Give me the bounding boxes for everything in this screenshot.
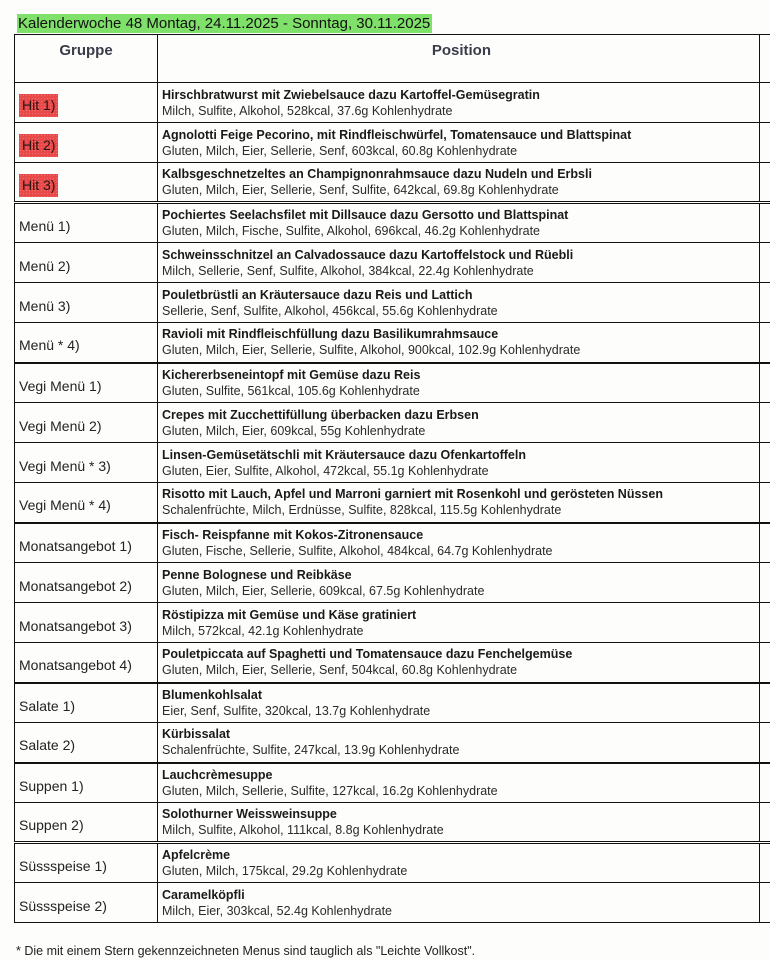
extra-cell [760,683,770,723]
position-cell [158,323,760,363]
table-row [15,443,770,483]
position-cell [158,163,760,203]
group-cell: Menü 1) [15,203,158,243]
extra-cell [760,123,770,163]
extra-cell [760,723,770,763]
extra-cell [760,523,770,563]
position-cell [158,883,760,923]
dish-info: Milch, Eier, 303kcal, 52.4g Kohlenhydrate [162,903,392,918]
group-cell: Menü * 4) [15,323,158,363]
group-cell: Monatsangebot 1) [15,523,158,563]
extra-cell [760,483,770,523]
extra-cell [760,243,770,283]
extra-cell [760,283,770,323]
extra-cell [760,163,770,203]
table-row [15,203,770,243]
group-cell: Monatsangebot 2) [15,563,158,603]
dish-info: Milch, Sellerie, Senf, Sulfite, Alkohol, 384kcal, 22.4g Kohlenhydrate [162,263,534,278]
dish-name: Solothurner Weissweinsuppe [162,807,337,821]
table-row [15,123,770,163]
dish-name: Penne Bolognese und Reibkäse [162,567,352,582]
header-extra [760,35,770,83]
position-cell [158,723,760,763]
dish-info: Eier, Senf, Sulfite, 320kcal, 13.7g Kohlenhydrate [162,703,431,718]
group-cell: Monatsangebot 3) [15,603,158,643]
dish-info: Gluten, Milch, Eier, Sellerie, Sulfite, Alkohol, 900kcal, 102.9g Kohlenhydrate [162,343,581,358]
dish-name: Röstipizza mit Gemüse und Käse gratiniert [162,607,417,622]
extra-cell [760,643,770,683]
extra-cell [760,443,770,483]
position-cell [158,523,760,563]
extra-cell [760,883,770,923]
table-header-row [15,35,770,83]
footnote: * Die mit einem Stern gekennzeichneten Menus sind tauglich als "Leichte Vollkost". [16,944,476,958]
dish-name: Apfelcrème [162,848,231,862]
table-row [15,763,770,803]
table-row [15,723,770,763]
group-cell: Monatsangebot 4) [15,643,158,683]
table-row [15,523,770,563]
table-row [15,483,770,523]
header-position: Position [158,35,760,83]
hit-badge: Hit 2) [19,134,58,157]
position-cell [158,283,760,323]
table-row [15,603,770,643]
dish-name: Hirschbratwurst mit Zwiebelsauce dazu Kartoffel-Gemüsegratin [162,87,540,102]
dish-info: Gluten, Milch, 175kcal, 29.2g Kohlenhydrate [162,864,408,878]
dish-info: Gluten, Milch, Eier, Sellerie, Senf, 603kcal, 60.8g Kohlenhydrate [162,143,518,158]
table-row [15,283,770,323]
table-row [15,83,770,123]
dish-info: Gluten, Fische, Sellerie, Sulfite, Alkohol, 484kcal, 64.7g Kohlenhydrate [162,543,553,558]
position-cell [158,563,760,603]
position-cell [158,643,760,683]
dish-info: Gluten, Milch, Eier, 609kcal, 55g Kohlenhydrate [162,423,426,438]
dish-name: Lauchcrèmesuppe [162,767,273,782]
group-cell: Salate 1) [15,683,158,723]
position-cell [158,363,760,403]
dish-name: Agnolotti Feige Pecorino, mit Rindfleischwürfel, Tomatensauce und Blattspinat [162,127,632,142]
table-row [15,363,770,403]
group-cell: Salate 2) [15,723,158,763]
extra-cell [760,403,770,443]
group-cell: Menü 2) [15,243,158,283]
extra-cell [760,563,770,603]
group-cell: Vegi Menü 2) [15,403,158,443]
position-cell [158,403,760,443]
header-group: Gruppe [15,35,158,83]
group-cell [15,163,158,203]
table-row [15,243,770,283]
dish-info: Gluten, Milch, Sellerie, Sulfite, 127kcal, 16.2g Kohlenhydrate [162,783,498,798]
group-cell: Süssspeise 1) [15,843,158,883]
dish-name: Blumenkohlsalat [162,687,263,702]
hit-badge: Hit 3) [19,174,58,197]
group-cell: Vegi Menü * 3) [15,443,158,483]
dish-info: Milch, Sulfite, Alkohol, 528kcal, 37.6g Kohlenhydrate [162,103,453,118]
group-cell: Menü 3) [15,283,158,323]
position-cell [158,123,760,163]
dish-name: Pochiertes Seelachsfilet mit Dillsauce dazu Gersotto und Blattspinat [162,208,569,222]
dish-info: Milch, 572kcal, 42.1g Kohlenhydrate [162,623,364,638]
week-title: Kalenderwoche 48 Montag, 24.11.2025 - Sonntag, 30.11.2025 [18,15,431,32]
dish-name: Caramelköpfli [162,887,245,902]
table-row [15,683,770,723]
dish-name: Schweinsschnitzel an Calvadossauce dazu Kartoffelstock und Rüebli [162,247,574,262]
dish-name: Pouletpiccata auf Spaghetti und Tomatensauce dazu Fenchelgemüse [162,647,573,662]
extra-cell [760,203,770,243]
extra-cell [760,363,770,403]
dish-info: Schalenfrüchte, Milch, Erdnüsse, Sulfite, 828kcal, 115.5g Kohlenhydrate [162,503,562,518]
table-row [15,403,770,443]
extra-cell [760,763,770,803]
position-cell [158,603,760,643]
table-row [15,843,770,883]
dish-name: Kichererbseneintopf mit Gemüse dazu Reis [162,367,421,382]
extra-cell [760,603,770,643]
position-cell [158,443,760,483]
dish-name: Fisch- Reispfanne mit Kokos-Zitronensauce [162,527,424,542]
position-cell [158,843,760,883]
dish-info: Sellerie, Senf, Sulfite, Alkohol, 456kcal, 55.6g Kohlenhydrate [162,303,498,318]
hit-badge: Hit 1) [19,94,58,117]
group-cell: Suppen 2) [15,803,158,843]
group-cell: Süssspeise 2) [15,883,158,923]
dish-info: Gluten, Milch, Eier, Sellerie, Senf, 504kcal, 60.8g Kohlenhydrate [162,663,518,678]
position-cell [158,763,760,803]
dish-name: Risotto mit Lauch, Apfel und Marroni garniert mit Rosenkohl und gerösteten Nüssen [162,487,663,502]
position-cell [158,483,760,523]
dish-info: Milch, Sulfite, Alkohol, 111kcal, 8.8g Kohlenhydrate [162,823,444,837]
dish-name: Kalbsgeschnetzeltes an Champignonrahmsauce dazu Nudeln und Erbsli [162,167,592,181]
dish-name: Pouletbrüstli an Kräutersauce dazu Reis und Lattich [162,287,473,302]
dish-name: Kürbissalat [162,727,231,742]
table-row [15,323,770,363]
dish-info: Gluten, Milch, Eier, Sellerie, Senf, Sulfite, 642kcal, 69.8g Kohlenhydrate [162,183,559,197]
group-cell: Vegi Menü * 4) [15,483,158,523]
extra-cell [760,323,770,363]
dish-info: Gluten, Milch, Eier, Sellerie, 609kcal, 67.5g Kohlenhydrate [162,583,485,598]
extra-cell [760,83,770,123]
dish-info: Gluten, Eier, Sulfite, Alkohol, 472kcal, 55.1g Kohlenhydrate [162,463,489,478]
table-row [15,883,770,923]
extra-cell [760,803,770,843]
position-cell [158,803,760,843]
table-row [15,563,770,603]
group-cell: Vegi Menü 1) [15,363,158,403]
table-row [15,163,770,203]
dish-info: Gluten, Sulfite, 561kcal, 105.6g Kohlenhydrate [162,383,420,398]
position-cell [158,203,760,243]
group-cell [15,83,158,123]
dish-name: Linsen-Gemüsetätschli mit Kräutersauce dazu Ofenkartoffeln [162,447,526,462]
dish-name: Ravioli mit Rindfleischfüllung dazu Basilikumrahmsauce [162,327,499,342]
table-row [15,643,770,683]
dish-name: Crepes mit Zucchettifüllung überbacken dazu Erbsen [162,407,479,422]
menu-table [14,34,770,923]
group-cell: Suppen 1) [15,763,158,803]
table-row [15,803,770,843]
position-cell [158,243,760,283]
extra-cell [760,843,770,883]
position-cell [158,683,760,723]
dish-info: Gluten, Milch, Fische, Sulfite, Alkohol, 696kcal, 46.2g Kohlenhydrate [162,224,540,238]
dish-info: Schalenfrüchte, Sulfite, 247kcal, 13.9g Kohlenhydrate [162,743,460,758]
position-cell [158,83,760,123]
group-cell [15,123,158,163]
